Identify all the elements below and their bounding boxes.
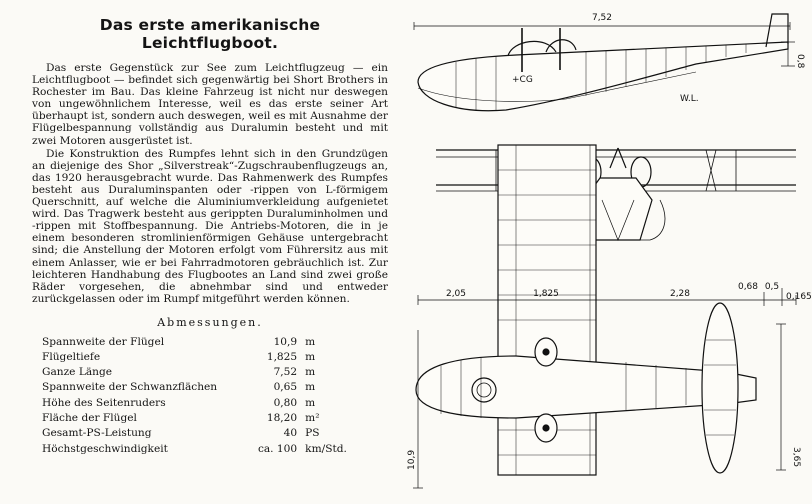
dimension-value: 40	[283, 427, 298, 440]
front-view	[436, 148, 796, 240]
article-paragraph-2: Die Konstruktion des Rumpfes lehnt sich in den Grundzügen an diejenige des Shor „Silverstreak“-Zugschraubenflugzeugs an, das 1920 herausgebracht wurde. Das Rahmenwerk des Rumpfes besteht aus Duraluminspanten oder -rippen von L-förmigem Querschnitt, auf welche die Aluminiumverkleidung aufgenietet wird. Das Tragwerk besteht aus gerippten Duraluminholmen und -rippen mit Stoffbespannung. Die Antriebs-Motoren, die in je einem besonderen stromlinienförmigen Gehäuse untergebracht sind; die Anstellung der Motoren erfolgt vom Führersitz aus mit einem Anlasser, wie er bei Fahrradmotoren gebräuchlich ist. Zur leichteren Handhabung des Flugbootes an Land sind zwei große Räder vorgesehen, die abnehmbar sind und entweder zurückgelassen oder im Rumpf mitgeführt werden können.	[32, 147, 388, 305]
dimension-label: Höhe des Seitenruders	[42, 396, 166, 409]
label-chord: 1,825	[533, 289, 559, 299]
dimension-label: Höchstgeschwindigkeit	[42, 442, 168, 455]
table-row	[42, 349, 354, 364]
table-row	[42, 395, 354, 410]
plan-view	[416, 145, 759, 475]
article-paragraph-1: Das erste Gegenstück zur See zum Leichtflugzeug — ein Leichtflugboot — befindet sich gegenwärtig bei Short Brothers in Rochester im Bau. Das kleine Fahrzeug ist nicht nur deswegen von ungewöhnlichem Interesse, weil es das erste seiner Art überhaupt ist, sondern auch deswegen, weil es mit Ausnahme der Flügelbespannung vollständig aus Duralumin besteht und mit zwei Motoren ausgerüstet ist.	[32, 62, 388, 147]
label-waterline: W.L.	[680, 94, 699, 104]
dimensions-title: Abmessungen.	[157, 315, 263, 329]
table-row	[42, 426, 354, 441]
dimension-unit: m	[305, 366, 316, 379]
dimension-value: 10,9	[273, 335, 298, 348]
label-tail-height: 3,65	[791, 447, 801, 468]
label-total-span: 10,9	[407, 449, 417, 470]
dimension-label: Ganze Länge	[42, 366, 113, 379]
table-row	[42, 380, 354, 395]
dimension-unit: m	[305, 381, 316, 394]
dimension-value: 0,80	[273, 396, 298, 409]
dimension-unit: m	[305, 350, 316, 363]
label-tail-a: 0,68	[737, 282, 759, 292]
aircraft-three-view-drawing	[396, 0, 812, 500]
dimension-unit: m	[305, 396, 316, 409]
article-title: Das erste amerikanische Leichtflugboot.	[99, 16, 321, 52]
label-left-span: 2,05	[445, 289, 467, 299]
table-row	[42, 364, 354, 379]
table-row	[42, 334, 354, 349]
label-hull-height: 0,8	[795, 54, 805, 69]
dimension-label: Gesamt-PS-Leistung	[42, 427, 152, 440]
table-row	[42, 441, 354, 456]
label-cg-mark: +CG	[512, 75, 533, 85]
label-tail-b: 0,5	[764, 282, 780, 292]
dimension-value: 18,20	[266, 412, 298, 424]
dimension-label: Fläche der Flügel	[42, 412, 137, 424]
dimension-unit: m	[305, 335, 316, 348]
drawing-canvas	[396, 0, 812, 500]
dimension-label: Spannweite der Flügel	[42, 335, 165, 348]
dimension-value: 0,65	[273, 381, 298, 394]
dimension-value: ca. 100	[257, 442, 298, 455]
dimension-label: Flügeltiefe	[42, 350, 101, 363]
dimension-unit: PS	[305, 427, 320, 440]
label-overall-length: 7,52	[591, 13, 613, 23]
label-tail-c: 0,165	[786, 292, 812, 302]
dimensions-table	[42, 334, 354, 456]
table-row	[42, 410, 354, 425]
dimension-value: 1,825	[266, 350, 298, 363]
dimension-unit: m²	[305, 412, 320, 424]
article-column	[32, 16, 388, 456]
dimension-unit: km/Std.	[305, 442, 347, 455]
label-right-span: 2,28	[669, 289, 691, 299]
dimension-value: 7,52	[273, 366, 298, 379]
dimension-label: Spannweite der Schwanzflächen	[42, 381, 218, 394]
side-view	[414, 14, 795, 111]
